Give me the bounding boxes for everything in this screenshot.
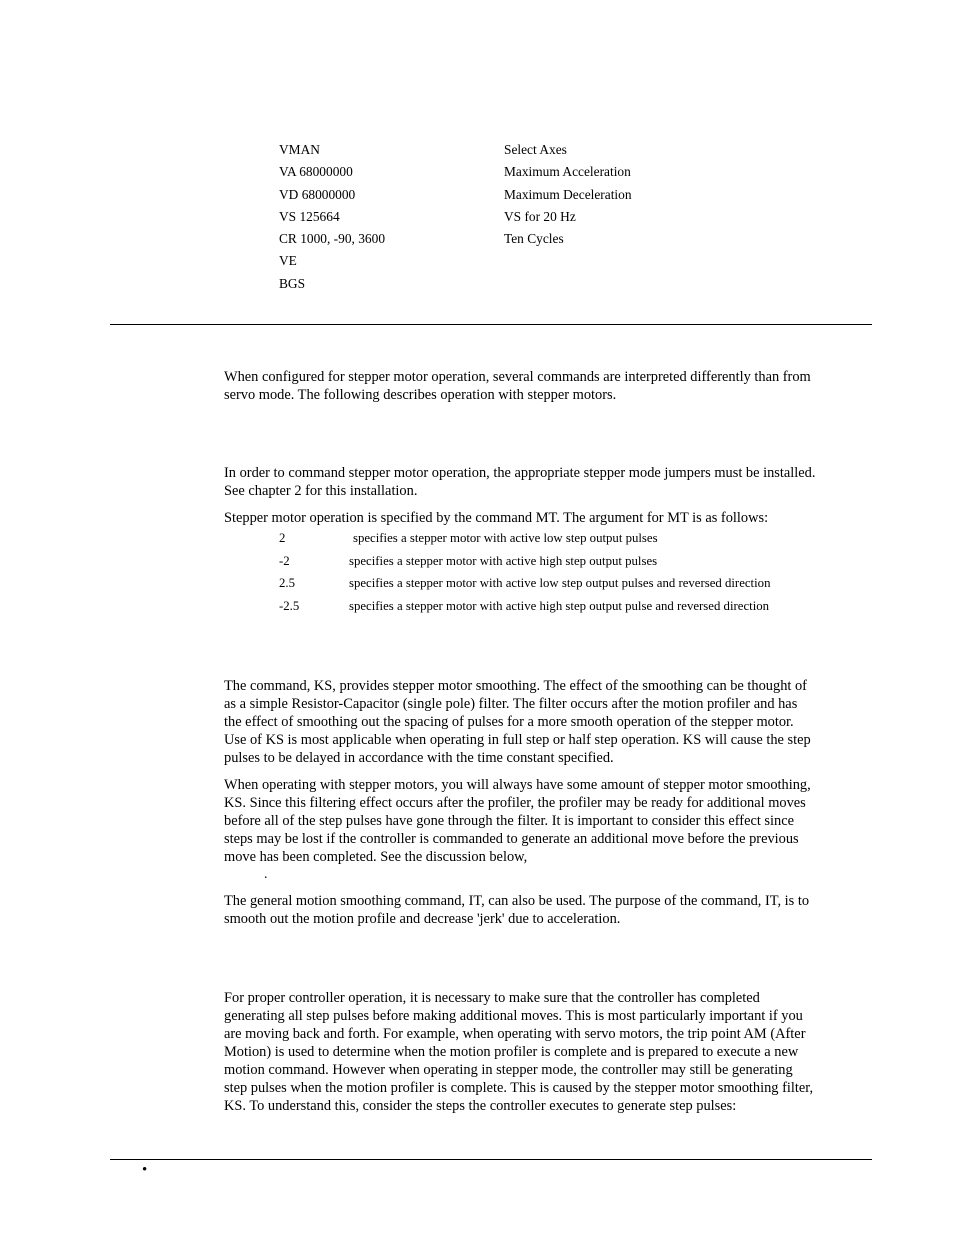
text-line: For proper controller operation, it is necessary to make sure that the controller has completed [224, 990, 760, 1006]
text-line: Motion) is used to determine when the motion profiler is complete and is prepared to execute a new [224, 1044, 799, 1060]
code-command: VE [279, 253, 297, 269]
text-line: are moving back and forth. For example, when operating with servo motors, the trip point AM (After [224, 1026, 806, 1042]
text-line: motion command. However when operating in stepper mode, the controller may still be generating [224, 1062, 793, 1078]
code-comment: Maximum Acceleration [504, 164, 631, 180]
code-comment: Select Axes [504, 142, 567, 157]
ks-smoothing-paragraph [224, 677, 874, 767]
text-line: as a simple Resistor-Capacitor (single pole) filter. The filter occurs after the motion profiler and has [224, 696, 798, 712]
code-command: VMAN [279, 142, 320, 157]
code-command: VD 68000000 [279, 186, 356, 202]
code-command: VS 125664 [279, 208, 340, 224]
text-line: step pulses when the motion profiler is complete. This is caused by the stepper motor smoothing filter, [224, 1080, 814, 1096]
section-divider [110, 324, 872, 325]
mt-argument-value: 2.5 [279, 576, 295, 590]
code-comment: Maximum Deceleration [504, 186, 632, 202]
text-line: generating all step pulses before making additional moves. This is most particularly important if you [224, 1008, 803, 1024]
intro-paragraph [224, 368, 874, 404]
mt-argument-value: -2.5 [279, 598, 300, 613]
code-comment: Ten Cycles [504, 231, 564, 247]
text-line: When configured for stepper motor operation, several commands are interpreted differently than from [224, 369, 811, 385]
it-smoothing-paragraph [224, 892, 874, 928]
code-command: VA 68000000 [279, 164, 353, 180]
mt-argument-description: specifies a stepper motor with active high step output pulse and reversed direction [349, 598, 770, 613]
text-line: In order to command stepper motor operation, the appropriate stepper mode jumpers must be installed. [224, 465, 816, 481]
footer-bullet: • [142, 1162, 148, 1178]
mt-argument-value: 2 [279, 531, 286, 545]
text-line: KS. To understand this, consider the steps the controller executes to generate step pulses: [224, 1098, 737, 1114]
mt-argument-description: specifies a stepper motor with active low step output pulses [353, 531, 658, 545]
ks-filter-paragraph [224, 776, 874, 866]
stray-period: . [264, 867, 268, 882]
text-line: steps may be lost if the controller is commanded to generate an additional move before the previous [224, 831, 799, 847]
jumpers-paragraph [224, 464, 874, 500]
text-line: the effect of smoothing out the spacing of pulses for a more smooth operation of the stepper motor. [224, 714, 794, 730]
mt-intro [224, 509, 874, 527]
text-line: Stepper motor operation is specified by the command MT. The argument for MT is as follows: [224, 510, 769, 526]
mt-argument-description: specifies a stepper motor with active high step output pulses [349, 553, 658, 568]
mt-argument-description: specifies a stepper motor with active low step output pulses and reversed direction [349, 576, 771, 590]
text-line: before all of the step pulses have gone through the filter. It is important to consider this effect since [224, 813, 795, 829]
footer-divider [110, 1159, 872, 1160]
code-command: CR 1000, -90, 3600 [279, 231, 386, 247]
text-line: move has been completed. See the discussion below, [224, 849, 528, 865]
mt-argument-value: -2 [279, 553, 290, 568]
text-line: pulses to be delayed in accordance with the time constant specified. [224, 750, 614, 766]
text-line: The command, KS, provides stepper motor smoothing. The effect of the smoothing can be thought of [224, 678, 807, 694]
text-line: KS. Since this filtering effect occurs after the profiler, the profiler may be ready for additional moves [224, 795, 806, 811]
text-line: smooth out the motion profile and decrease 'jerk' due to acceleration. [224, 911, 621, 927]
code-command: BGS [279, 275, 306, 291]
text-line: The general motion smoothing command, IT, can also be used. The purpose of the command, IT, is to [224, 893, 810, 909]
text-line: servo mode. The following describes operation with stepper motors. [224, 387, 617, 403]
text-line: See chapter 2 for this installation. [224, 483, 418, 499]
code-comment: VS for 20 Hz [504, 208, 576, 224]
text-line: Use of KS is most applicable when operating in full step or half step operation. KS will cause the step [224, 732, 811, 748]
step-pulse-monitoring-paragraph [224, 989, 874, 1115]
text-line: When operating with stepper motors, you will always have some amount of stepper motor smoothing, [224, 777, 811, 793]
